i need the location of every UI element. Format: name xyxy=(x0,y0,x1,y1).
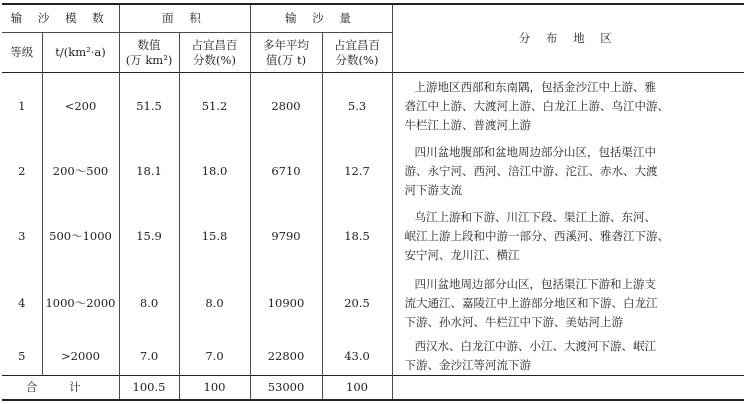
grade-cell: 5 xyxy=(18,348,26,363)
table-row xyxy=(2,337,744,376)
table-row xyxy=(2,140,744,203)
table-row xyxy=(2,203,744,269)
total-dist-empty xyxy=(392,376,744,401)
sed-cell: 10900 xyxy=(250,269,322,337)
area-cell: 51.5 xyxy=(119,73,179,141)
sed-cell: 22800 xyxy=(250,337,322,376)
grade-cell: 4 xyxy=(18,295,26,310)
range-cell: 200～500 xyxy=(42,140,119,203)
range-cell: <200 xyxy=(42,73,119,141)
sed-pct-cell: 18.5 xyxy=(322,203,392,269)
area-pct-cell: 51.2 xyxy=(179,73,250,141)
area-cell: 7.0 xyxy=(119,337,179,376)
header-area-pct: 占宜昌百 分数(%) xyxy=(179,33,250,73)
area-pct-cell: 18.0 xyxy=(179,140,250,203)
total-row xyxy=(2,376,744,401)
sed-pct-cell: 43.0 xyxy=(322,337,392,376)
grade-cell: 1 xyxy=(2,73,42,141)
area-pct-cell: 8.0 xyxy=(179,269,250,337)
dist-cell: 四川盆地腹部和盆地周边部分山区，包括渠江中 游、永宁河、西河、涪江中游、沱江、赤水、大渡 河下游支流 xyxy=(392,140,744,203)
header-distribution: 分 布 地 区 xyxy=(392,4,744,73)
area-cell: 18.1 xyxy=(119,140,179,203)
area-pct-cell: 7.0 xyxy=(179,337,250,376)
sediment-table xyxy=(2,3,744,401)
sed-pct-cell: 20.5 xyxy=(322,269,392,337)
total-sed: 53000 xyxy=(250,376,322,401)
dist-cell: 上游地区西部和东南隅，包括金沙江中上游、雅 砻江中上游、大渡河上游、白龙江上游、乌江中游、 牛栏江上游、普渡河上游 xyxy=(392,73,744,141)
header-area: 面 积 xyxy=(119,4,250,33)
header-area-value: 数值 (万 km²) xyxy=(119,33,179,73)
sed-cell: 2800 xyxy=(250,73,322,141)
dist-cell: 乌江上游和下游、川江下段、渠江上游、东河、 岷江上游上段和中游一部分、西溪河、雅砻江下游、 安宁河、龙川江、横江 xyxy=(392,203,744,269)
range-cell: >2000 xyxy=(42,337,119,376)
dist-cell: 西汉水、白龙江中游、小江、大渡河下游、岷江 下游、金沙江等河流下游 xyxy=(392,337,744,376)
total-area: 100.5 xyxy=(119,376,179,401)
header-sed-pct: 占宜昌百 分数(%) xyxy=(322,33,392,73)
total-area-pct: 100 xyxy=(179,376,250,401)
grade-cell: 3 xyxy=(18,228,26,243)
table-row xyxy=(2,269,744,337)
sed-pct-cell: 5.3 xyxy=(322,73,392,141)
area-cell: 15.9 xyxy=(119,203,179,269)
header-sed-avg: 多年平均 值(万 t) xyxy=(250,33,322,73)
header-unit: t/(km²·a) xyxy=(42,33,119,73)
total-label: 合 计 xyxy=(2,376,119,401)
total-sed-pct: 100 xyxy=(322,376,392,401)
sed-cell: 9790 xyxy=(250,203,322,269)
dist-cell: 四川盆地周边部分山区，包括渠江下游和上游支 流大通江、嘉陵江中上游部分地区和下游、白龙江 下游、孙水河、牛栏江中下游、美姑河上游 xyxy=(392,269,744,337)
header-erosion-modulus: 输 沙 模 数 xyxy=(2,4,119,33)
sed-pct-cell: 12.7 xyxy=(322,140,392,203)
area-cell: 8.0 xyxy=(119,269,179,337)
area-pct-cell: 15.8 xyxy=(179,203,250,269)
sed-cell: 6710 xyxy=(250,140,322,203)
range-cell: 500～1000 xyxy=(42,203,119,269)
header-grade: 等级 xyxy=(2,33,42,73)
table-row xyxy=(2,73,744,141)
header-sediment: 输 沙 量 xyxy=(250,4,392,33)
range-cell: 1000～2000 xyxy=(42,269,119,337)
grade-cell: 2 xyxy=(18,164,26,178)
